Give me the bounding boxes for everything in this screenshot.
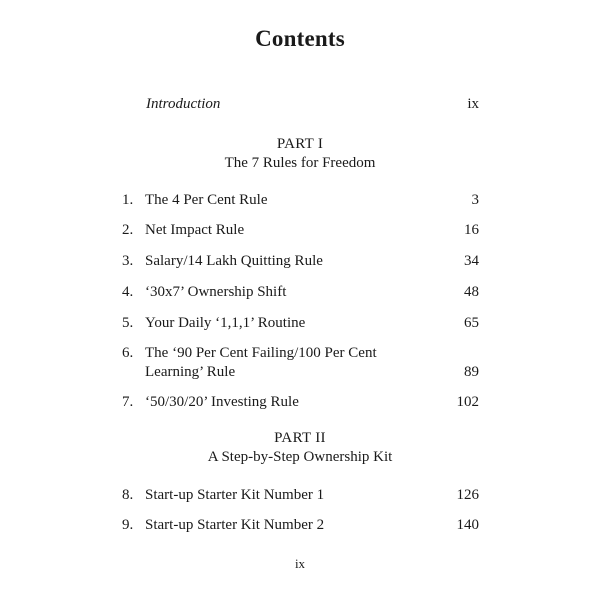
toc-entry-page: 102 bbox=[456, 394, 479, 410]
part-title: PART I bbox=[276, 136, 324, 152]
toc-entry-page: 34 bbox=[464, 253, 479, 269]
toc-entry-line: The 4 Per Cent Rule bbox=[145, 192, 268, 208]
toc-entry-line: The ‘90 Per Cent Failing/100 Per Cent bbox=[145, 345, 377, 361]
toc-entry-label: Introduction bbox=[146, 96, 221, 112]
toc-entry-label bbox=[145, 191, 435, 210]
part-heading-2 bbox=[0, 430, 600, 466]
toc-entry-number: 2. bbox=[122, 222, 134, 238]
toc-entry-page: 48 bbox=[464, 284, 479, 300]
toc-entry-line: Learning’ Rule bbox=[145, 364, 236, 380]
toc-entry-page: 3 bbox=[471, 192, 479, 208]
page-title: Contents bbox=[255, 26, 345, 51]
part-subtitle: The 7 Rules for Freedom bbox=[224, 155, 376, 171]
page-number: ix bbox=[294, 556, 306, 571]
toc-entry-line: Start-up Starter Kit Number 2 bbox=[145, 517, 325, 533]
toc-entry-line: Salary/14 Lakh Quitting Rule bbox=[145, 253, 323, 269]
toc-entry-number: 6. bbox=[122, 345, 134, 361]
toc-entry-label bbox=[145, 516, 435, 535]
toc-entry-number: 8. bbox=[122, 487, 134, 503]
toc-entry-page: 16 bbox=[464, 222, 479, 238]
toc-entry-label bbox=[145, 486, 435, 505]
toc-entry-line: Net Impact Rule bbox=[145, 222, 245, 238]
toc-entry-number: 3. bbox=[122, 253, 134, 269]
toc-entry-page: 140 bbox=[456, 517, 479, 533]
toc-entry-number: 7. bbox=[122, 394, 134, 410]
part-title: PART II bbox=[274, 430, 326, 446]
toc-entry-label bbox=[145, 314, 435, 333]
toc-entry-number: 4. bbox=[122, 284, 134, 300]
part-subtitle: A Step-by-Step Ownership Kit bbox=[207, 449, 393, 465]
toc-entry-label bbox=[145, 283, 435, 302]
toc-entry-label bbox=[145, 344, 435, 382]
toc-entry-number: 1. bbox=[122, 192, 134, 208]
toc-entry-label bbox=[145, 252, 435, 271]
toc-entry-line: ‘30x7’ Ownership Shift bbox=[145, 284, 287, 300]
toc-entry-number: 9. bbox=[122, 517, 134, 533]
toc-entry-label bbox=[145, 393, 435, 412]
part-heading-1 bbox=[0, 136, 600, 172]
toc-entry-page: 126 bbox=[456, 487, 479, 503]
toc-entry-number: 5. bbox=[122, 315, 134, 331]
toc-entry-label bbox=[145, 221, 435, 240]
toc-entry-line: ‘50/30/20’ Investing Rule bbox=[145, 394, 299, 410]
toc-entry-line: Start-up Starter Kit Number 1 bbox=[145, 487, 325, 503]
toc-entry-page: 65 bbox=[464, 315, 479, 331]
toc-entry-page: 89 bbox=[464, 364, 479, 380]
toc-entry-line: Your Daily ‘1,1,1’ Routine bbox=[145, 315, 306, 331]
toc-entry-page: ix bbox=[467, 96, 479, 112]
